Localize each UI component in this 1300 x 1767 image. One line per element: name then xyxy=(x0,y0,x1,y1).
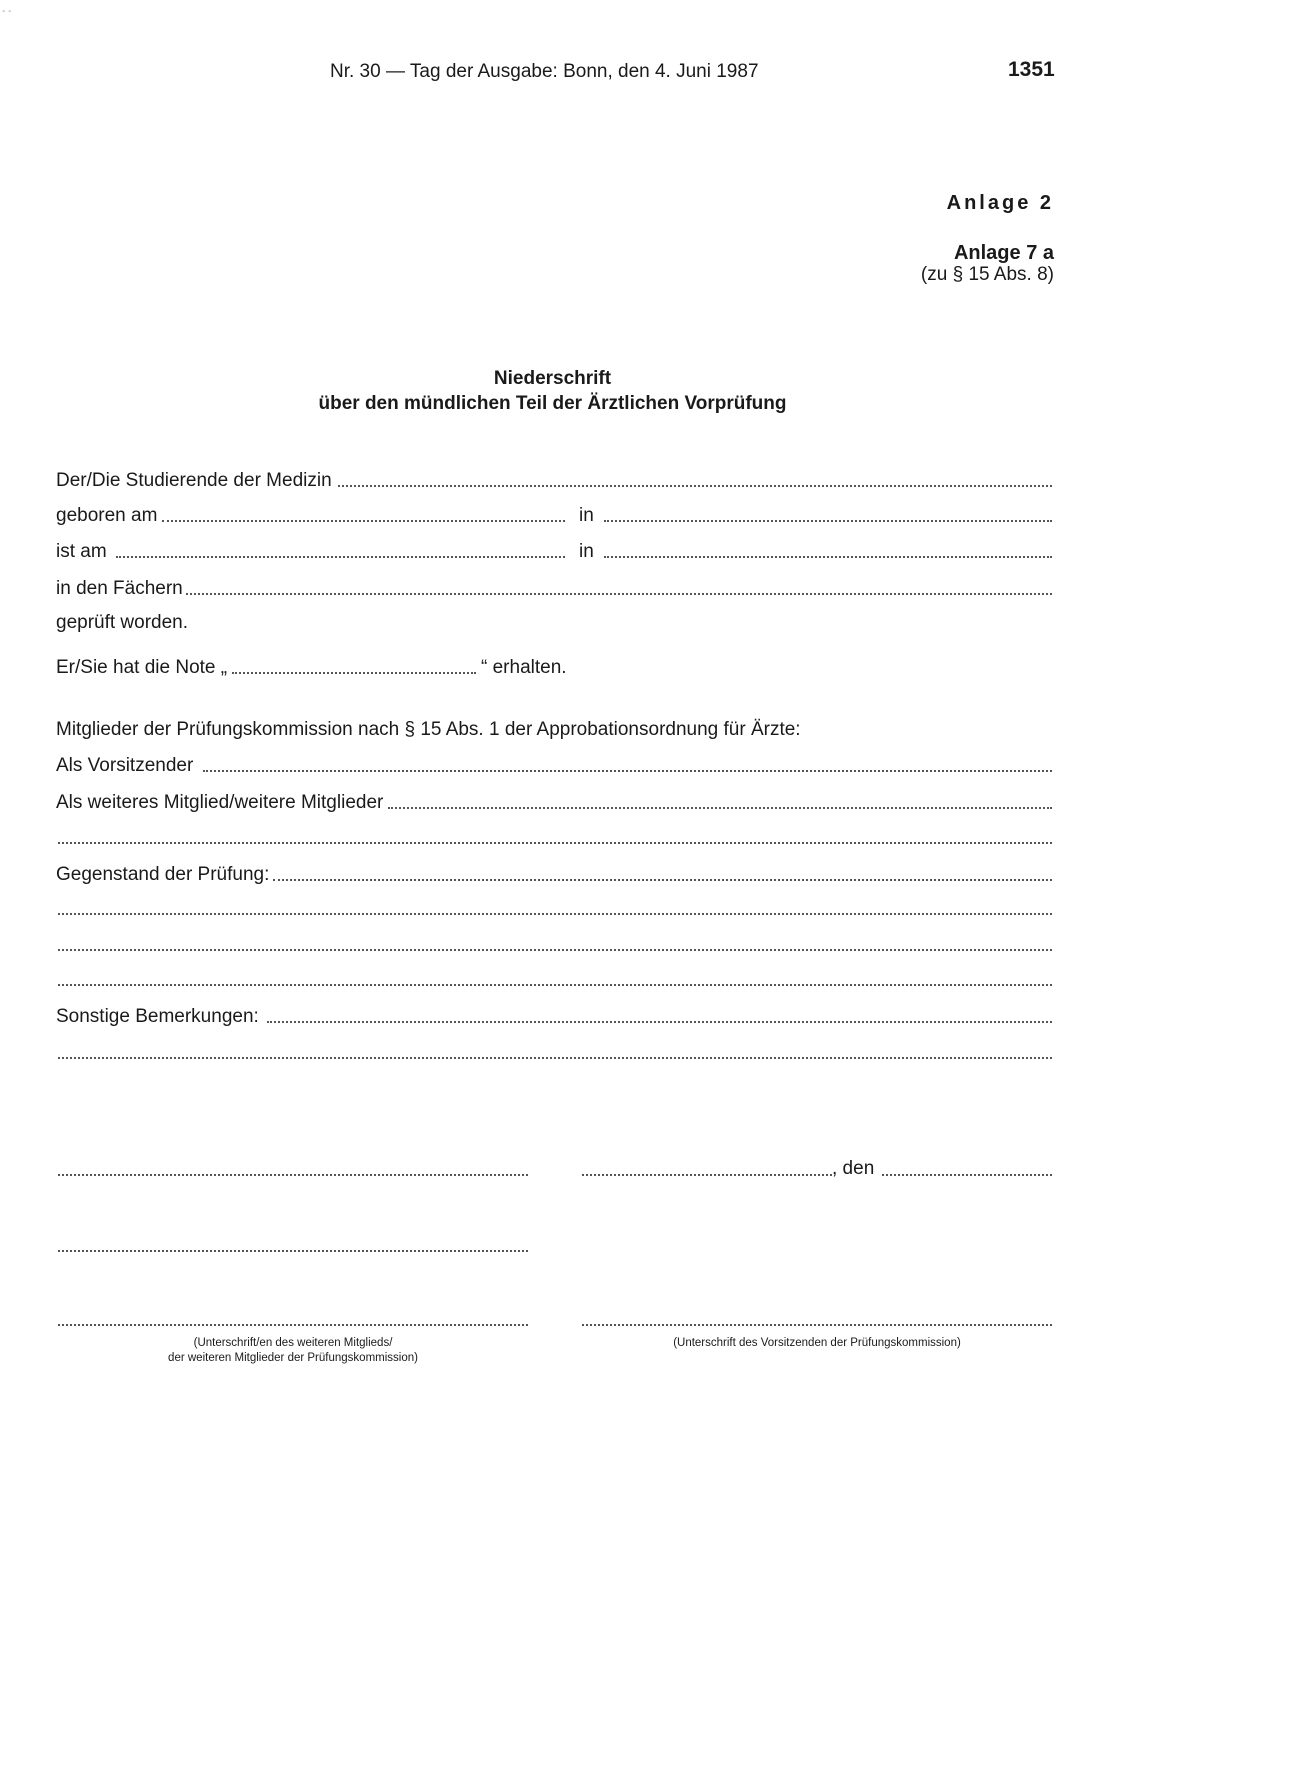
chair-signature-caption: (Unterschrift des Vorsitzenden der Prüfungskommission) xyxy=(673,1337,961,1349)
chair-label: Als Vorsitzender xyxy=(56,755,194,776)
examined-in-line xyxy=(604,556,1052,558)
further-members-line xyxy=(388,807,1052,809)
member-signature-caption-1: (Unterschrift/en des weiteren Mitglieds/ xyxy=(193,1337,393,1349)
subjects-line xyxy=(186,593,1052,595)
annex-label: Anlage 2 xyxy=(946,192,1054,214)
member-signature-caption-2: der weiteren Mitglieder der Prüfungskommission) xyxy=(168,1352,418,1364)
grade-suffix: “ erhalten. xyxy=(481,657,567,678)
den-text: , den xyxy=(832,1158,875,1179)
exam-subject-label: Gegenstand der Prüfung: xyxy=(56,864,270,885)
remarks-line xyxy=(267,1021,1052,1023)
issue-header: Nr. 30 — Tag der Ausgabe: Bonn, den 4. Juni 1987 xyxy=(330,61,759,82)
examined-in-label: in xyxy=(579,541,594,562)
exam-subject-line-3 xyxy=(58,949,1052,951)
further-members-line-2 xyxy=(58,842,1052,844)
examined-on-label: ist am xyxy=(56,541,107,562)
annex-reference: (zu § 15 Abs. 8) xyxy=(920,264,1054,285)
chair-signature-line xyxy=(582,1324,1052,1326)
exam-subject-line-2 xyxy=(58,913,1052,915)
born-on-label: geboren am xyxy=(56,505,158,526)
subjects-label: in den Fächern xyxy=(56,578,183,599)
chair-line xyxy=(203,770,1052,772)
commission-members-text: Mitglieder der Prüfungskommission nach § 15 Abs. 1 der Approbationsordnung für Ärzte: xyxy=(56,719,801,740)
document-title: Niederschrift xyxy=(493,368,612,389)
member-signature-line-2 xyxy=(58,1250,528,1252)
date-line xyxy=(882,1174,1052,1176)
scan-mark: ‑ ‑ xyxy=(2,6,12,17)
student-label: Der/Die Studierende der Medizin xyxy=(56,470,332,491)
student-line xyxy=(338,485,1052,487)
annex-sub-label: Anlage 7 a xyxy=(953,242,1054,264)
born-in-label: in xyxy=(579,505,594,526)
born-on-line xyxy=(162,520,565,522)
exam-subject-line xyxy=(273,879,1052,881)
further-members-label: Als weiteres Mitglied/weitere Mitglieder xyxy=(56,792,384,813)
document-subtitle: über den mündlichen Teil der Ärztlichen Vorprüfung xyxy=(318,393,787,414)
member-signature-line-3 xyxy=(58,1324,528,1326)
remarks-label: Sonstige Bemerkungen: xyxy=(56,1006,259,1027)
remarks-line-2 xyxy=(58,1057,1052,1059)
grade-prefix: Er/Sie hat die Note „ xyxy=(56,657,228,678)
exam-subject-line-4 xyxy=(58,984,1052,986)
page-number: 1351 xyxy=(1008,58,1055,81)
examined-text: geprüft worden. xyxy=(56,612,189,633)
member-signature-line-1 xyxy=(58,1174,528,1176)
examined-on-line xyxy=(116,556,565,558)
grade-line xyxy=(232,672,476,674)
born-in-line xyxy=(604,520,1052,522)
place-line xyxy=(582,1174,832,1176)
